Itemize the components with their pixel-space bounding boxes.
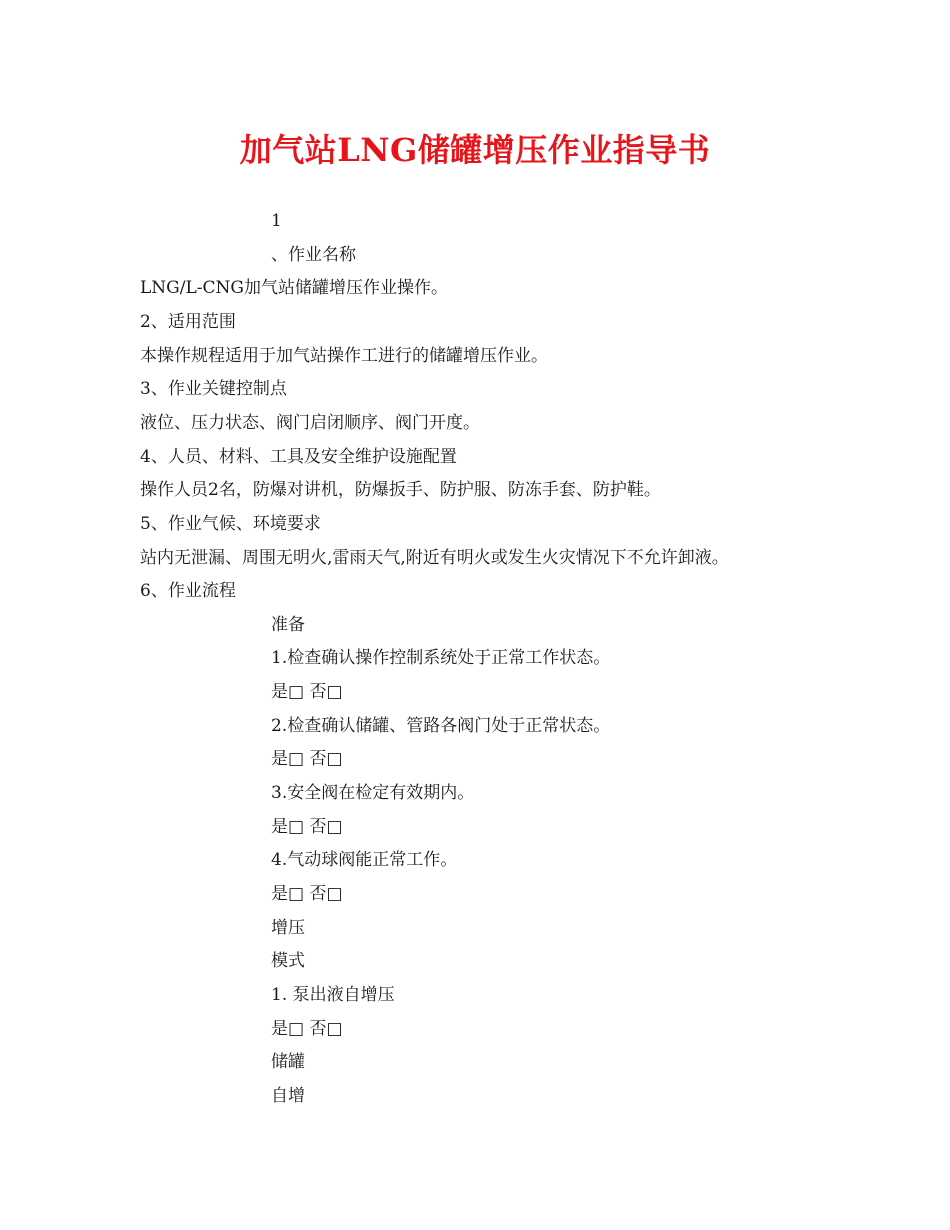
body-line: 是□ 否□: [271, 682, 343, 703]
body-line: 是□ 否□: [271, 1018, 343, 1039]
body-line: 1: [271, 211, 282, 231]
body-line: 1.检查确认操作控制系统处于正常工作状态。: [271, 648, 611, 669]
body-line: 准备: [271, 614, 305, 635]
body-line: 4.气动球阀能正常工作。: [271, 850, 458, 871]
body-line: 操作人员2名，防爆对讲机，防爆扳手、防护服、防冻手套、防护鞋。: [140, 480, 661, 501]
body-line: 2、适用范围: [140, 311, 236, 332]
body-line: 储罐: [271, 1052, 305, 1073]
body-line: 是□ 否□: [271, 816, 343, 837]
body-line: 4、人员、材料、工具及安全维护设施配置: [140, 446, 457, 467]
body-line: 6、作业流程: [140, 581, 236, 602]
document-title: 加气站LNG储罐增压作业指导书: [239, 131, 711, 169]
body-line: 增压: [271, 917, 305, 938]
body-line: 液位、压力状态、阀门启闭顺序、阀门开度。: [140, 412, 480, 433]
body-line: 本操作规程适用于加气站操作工进行的储罐增压作业。: [140, 345, 548, 366]
body-line: 模式: [271, 951, 305, 972]
body-line: 3.安全阀在检定有效期内。: [271, 783, 475, 804]
body-line: 自增: [271, 1085, 305, 1106]
body-line: 3、作业关键控制点: [140, 379, 287, 400]
body-line: 是□ 否□: [271, 884, 343, 904]
body-line: LNG/L-CNG加气站储罐增压作业操作。: [140, 278, 448, 299]
body-line: 是□ 否□: [271, 749, 343, 770]
body-line: 站内无泄漏、周围无明火,雷雨天气,附近有明火或发生火灾情况下不允许卸液。: [140, 547, 729, 568]
body-line: 2.检查确认储罐、管路各阀门处于正常状态。: [271, 715, 611, 736]
body-line: 5、作业气候、环境要求: [140, 513, 321, 534]
body-line: 、作业名称: [271, 244, 356, 265]
body-line: 1. 泵出液自增压: [271, 984, 395, 1005]
